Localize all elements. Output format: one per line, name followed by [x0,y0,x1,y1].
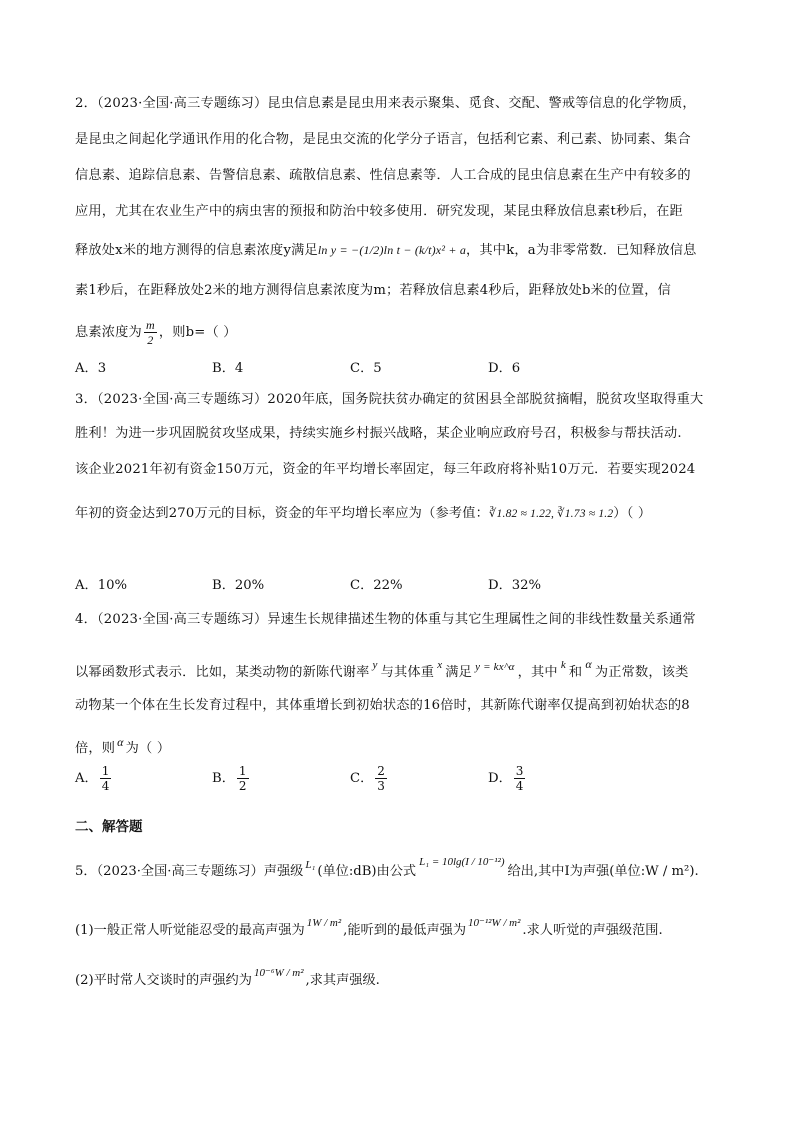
q3-line-3: 该企业2021年初有资金150万元，资金的年平均增长率固定，每三年政府将补贴10万元．若要实现2024 [75,462,696,477]
q4-option-a-label: A． [75,771,98,786]
q5-var-L1: L₁ [305,859,316,871]
q2-fraction-num: m [145,318,155,332]
q5-part-2-text-a: (2)平时常人交谈时的声强约为 [75,973,252,988]
q5-part-1-text-c: .求人听觉的声强级范围. [522,923,663,938]
q4-var-alpha: α [585,657,592,671]
q4-line-4-text-b: 为（ ） [125,741,171,756]
q4-option-c-label: C． [350,771,374,786]
q5-part-2-value: 10⁻⁶W / m² [253,967,304,979]
q2-line-3: 信息素、追踪信息素、告警信息素、疏散信息素、性信息素等．人工合成的昆虫信息素在生产中有较多的 [75,168,691,183]
q4-option-d-fraction [514,764,526,793]
q4-line-2-text-a: 以幂函数形式表示．比如，某类动物的新陈代谢率 [75,665,370,680]
q4-option-b-den: 2 [238,779,247,793]
q4-option-c-num: 2 [377,764,385,778]
q2-fraction [144,318,157,347]
q4-option-a-num: 1 [101,764,110,778]
q4-option-a[interactable] [75,764,113,793]
q2-option-c[interactable]: C．5 [350,361,382,376]
q2-line-6: 素1秒后，在距释放处2米的地方测得信息素浓度为m；若释放信息素4秒后，距释放处b米的位置，信 [75,283,672,298]
q2-line-7 [75,312,735,354]
q4-line-4-text-a: 倍，则 [75,741,116,756]
q4-option-b-label: B． [212,771,235,786]
q5-line-1-text-c: 给出,其中I为声强(单位:W / m²). [507,864,699,879]
question-2 [75,86,735,354]
q4-var-y: y [372,659,378,671]
q3-option-b[interactable]: B．20% [212,578,265,593]
q3-option-d[interactable]: D．32% [488,578,542,593]
q2-line-5 [75,230,735,270]
q4-line-2-text-e: 和 [568,665,583,680]
q4-alpha: α [117,735,124,749]
q4-line-1: 4．（2023·全国·高三专题练习）异速生长规律描述生物的体重与其它生理属性之间的非线性数量关系通常 [75,612,696,627]
q3-line-1: 3．（2023·全国·高三专题练习）2020年底，国务院扶贫办确定的贫困县全部脱贫摘帽，脱贫攻坚取得重大 [75,392,704,407]
q5-line-1-text-b: (单位:dB)由公式 [317,864,417,879]
q5-part-1-text-b: ,能听到的最低声强为 [343,923,467,938]
q4-line-2-text-c: 满足 [445,665,473,680]
q5-line-1-text-a: 5．（2023·全国·高三专题练习）声强级 [75,864,304,879]
q5-part-2-text-b: ,求其声强级. [305,973,380,988]
q2-line-5-text-b: ，其中k，a为非零常数．已知释放信息 [466,243,697,258]
q4-option-d-num: 3 [515,764,524,778]
q4-line-4 [75,724,735,760]
q4-option-a-den: 4 [101,779,110,793]
q2-line-2: 是昆虫之间起化学通讯作用的化合物，是昆虫交流的化学分子语言，包括利它素、利己素、协同素、集合 [75,132,691,147]
q4-option-c[interactable] [350,764,389,793]
q4-option-b-fraction [237,764,249,793]
q3-line-4 [75,489,735,539]
q2-option-b[interactable]: B．4 [212,361,244,376]
q4-option-c-fraction [375,764,387,793]
q4-var-x: x [437,659,443,671]
q4-option-d-label: D． [488,771,512,786]
q4-formula: y = kx^α [475,661,515,673]
q4-option-b[interactable] [212,764,251,793]
q2-fraction-den: 2 [147,333,154,347]
q2-option-d[interactable]: D．6 [488,361,521,376]
q5-line-1 [75,855,699,879]
q3-reference-values: ∛1.82 ≈ 1.22, ∛1.73 ≈ 1.2 [489,508,614,520]
q3-option-c[interactable]: C．22% [350,578,403,593]
q5-part-1-text-a: (1)一般正常人听觉能忍受的最高声强为 [75,923,305,938]
q2-option-a[interactable]: A．3 [75,361,107,376]
q3-line-4-text-b: ）（ ） [613,506,652,521]
q4-option-d-den: 4 [515,779,524,793]
q4-option-b-num: 1 [238,764,247,778]
q3-line-4-text-a: 年初的资金达到270万元的目标，资金的年平均增长率应为（参考值： [75,506,490,521]
question-4 [75,600,735,760]
q2-formula: ln y = −(1/2)ln t − (k/t)x² + a [317,243,467,257]
q5-part-2 [75,966,380,988]
q4-option-d[interactable] [488,764,527,793]
q2-line-7-text-b: ，则b=（ ） [158,325,237,340]
q4-option-a-fraction [100,764,112,793]
q2-line-1: 2．（2023·全国·高三专题练习）昆虫信息素是昆虫用来表示聚集、觅食、交配、警戒等信息的化学物质， [75,96,696,111]
q4-line-2-text-f: 为正常数，该类 [594,665,689,680]
q4-line-2-text-d: ，其中 [517,665,558,680]
question-3 [75,383,735,539]
q4-line-2-text-b: 与其体重 [380,665,435,680]
q4-option-c-den: 3 [377,779,385,793]
q5-part-1 [75,916,663,938]
q5-formula: L₁ = 10lg(I / 10⁻¹²) [419,856,505,868]
q2-line-7-text-a: 息素浓度为 [75,325,142,340]
q3-option-a[interactable]: A．10% [75,578,128,593]
q4-var-k: k [560,659,566,671]
section-heading: 二、解答题 [75,819,143,835]
q3-line-2: 胜利！为进一步巩固脱贫攻坚成果，持续实施乡村振兴战略，某企业响应政府号召，积极参与帮扶活动. [75,426,682,441]
q5-part-1-value-max: 1W / m² [306,917,342,929]
q2-line-4: 应用，尤其在农业生产中的病虫害的预报和防治中较多使用．研究发现，某昆虫释放信息素t秒后，在距 [75,204,683,219]
q4-line-3: 动物某一个体在生长发育过程中，其体重增长到初始状态的16倍时，其新陈代谢率仅提高到初始状态的8 [75,698,690,713]
q2-line-5-text-a: 释放处x米的地方测得的信息素浓度y满足 [75,243,318,258]
q4-line-2 [75,640,735,688]
q5-part-1-value-min: 10⁻¹²W / m² [468,917,521,929]
